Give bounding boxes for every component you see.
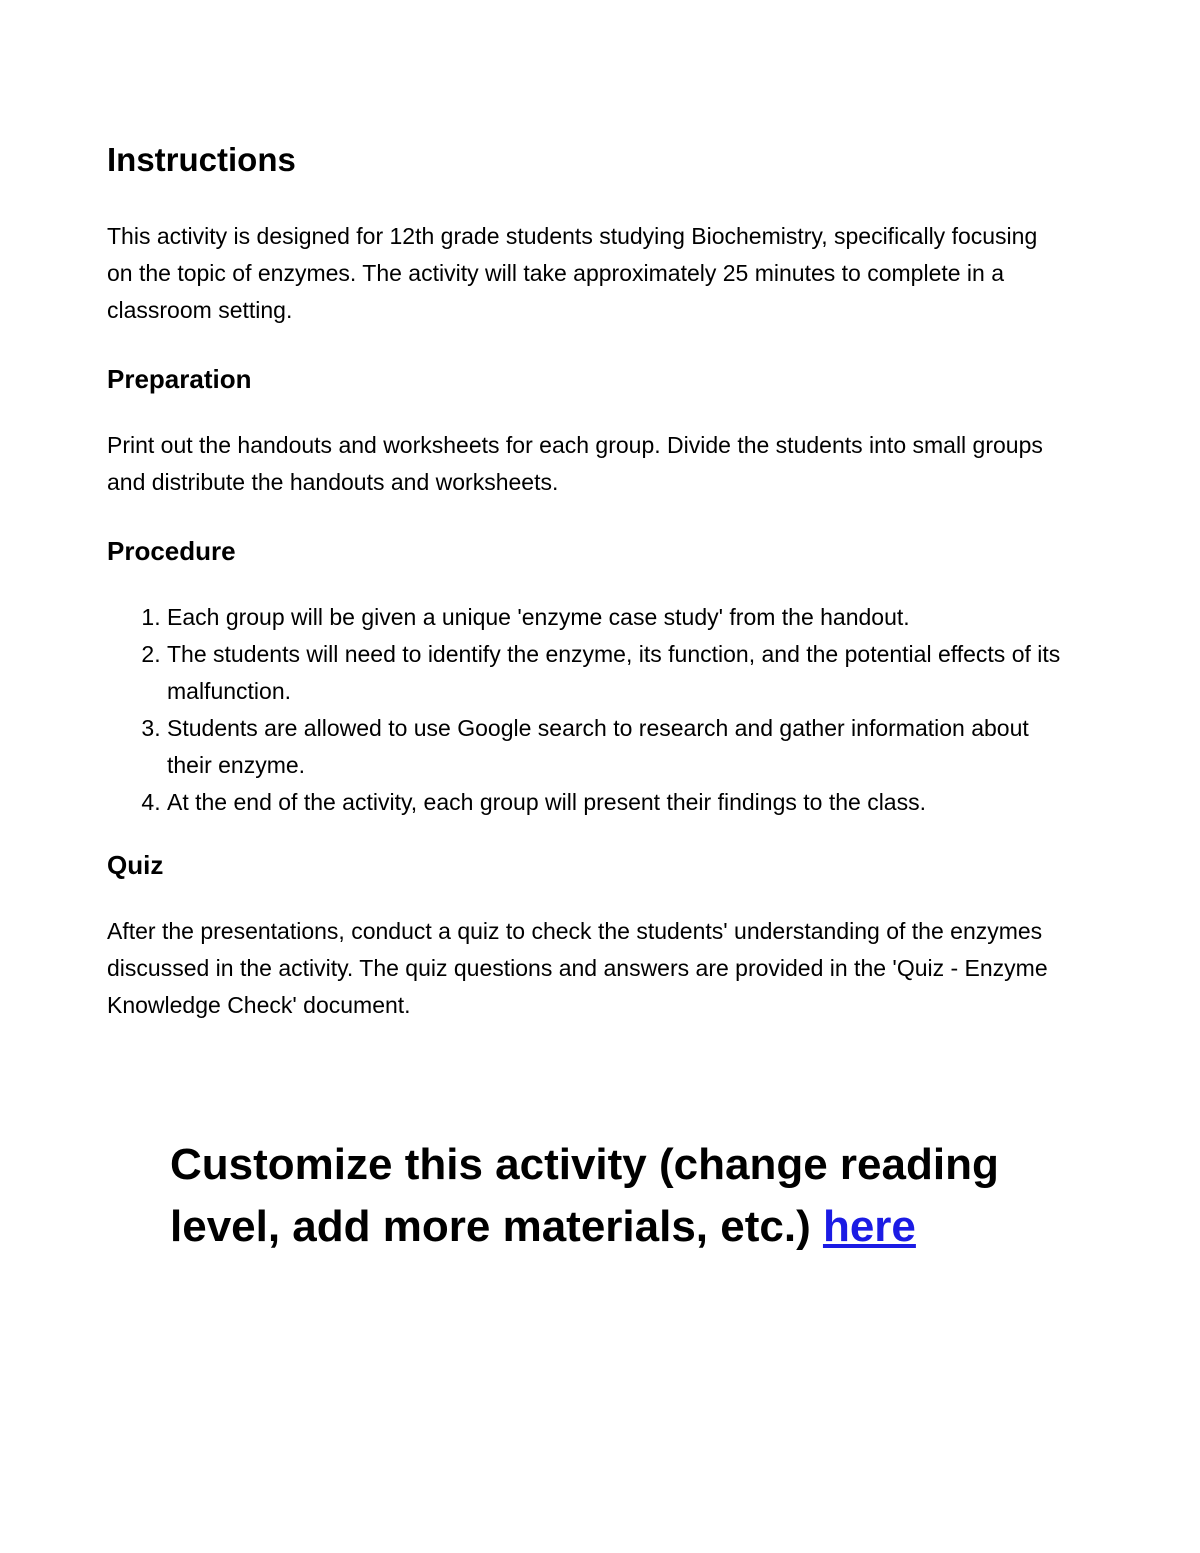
procedure-step: 2. The students will need to identify the enzyme, its function, and the potential effects of its malfunction. (167, 636, 1067, 710)
preparation-paragraph: Print out the handouts and worksheets for each group. Divide the students into small groups and distribute the handouts and worksheets. (107, 432, 1043, 495)
procedure-step: 3. Students are allowed to use Google search to research and gather information about their enzyme. (167, 710, 1067, 784)
quiz-paragraph: After the presentations, conduct a quiz to check the students' understanding of the enzymes discussed in the activity. The quiz questions and answers are provided in the 'Quiz - Enzyme Knowledge Check' document. (107, 918, 1048, 1018)
procedure-step: 4. At the end of the activity, each group will present their findings to the class. (167, 784, 1067, 821)
procedure-list (107, 599, 1067, 821)
customize-note-text: Customize this activity (change reading level, add more materials, etc.) (170, 1140, 999, 1251)
intro-paragraph: This activity is designed for 12th grade students studying Biochemistry, specifically focusing on the topic of enzymes. The activity will take approximately 25 minutes to complete in a classroom setting. (107, 223, 1038, 323)
customize-note (170, 1134, 1010, 1258)
page-title: Instructions (107, 141, 296, 178)
section-heading-preparation: Preparation (107, 364, 252, 394)
section-heading-quiz: Quiz (107, 850, 164, 880)
customize-link[interactable]: here (822, 1202, 916, 1251)
procedure-step: 1. Each group will be given a unique 'enzyme case study' from the handout. (167, 599, 1067, 636)
section-heading-procedure: Procedure (107, 536, 236, 566)
